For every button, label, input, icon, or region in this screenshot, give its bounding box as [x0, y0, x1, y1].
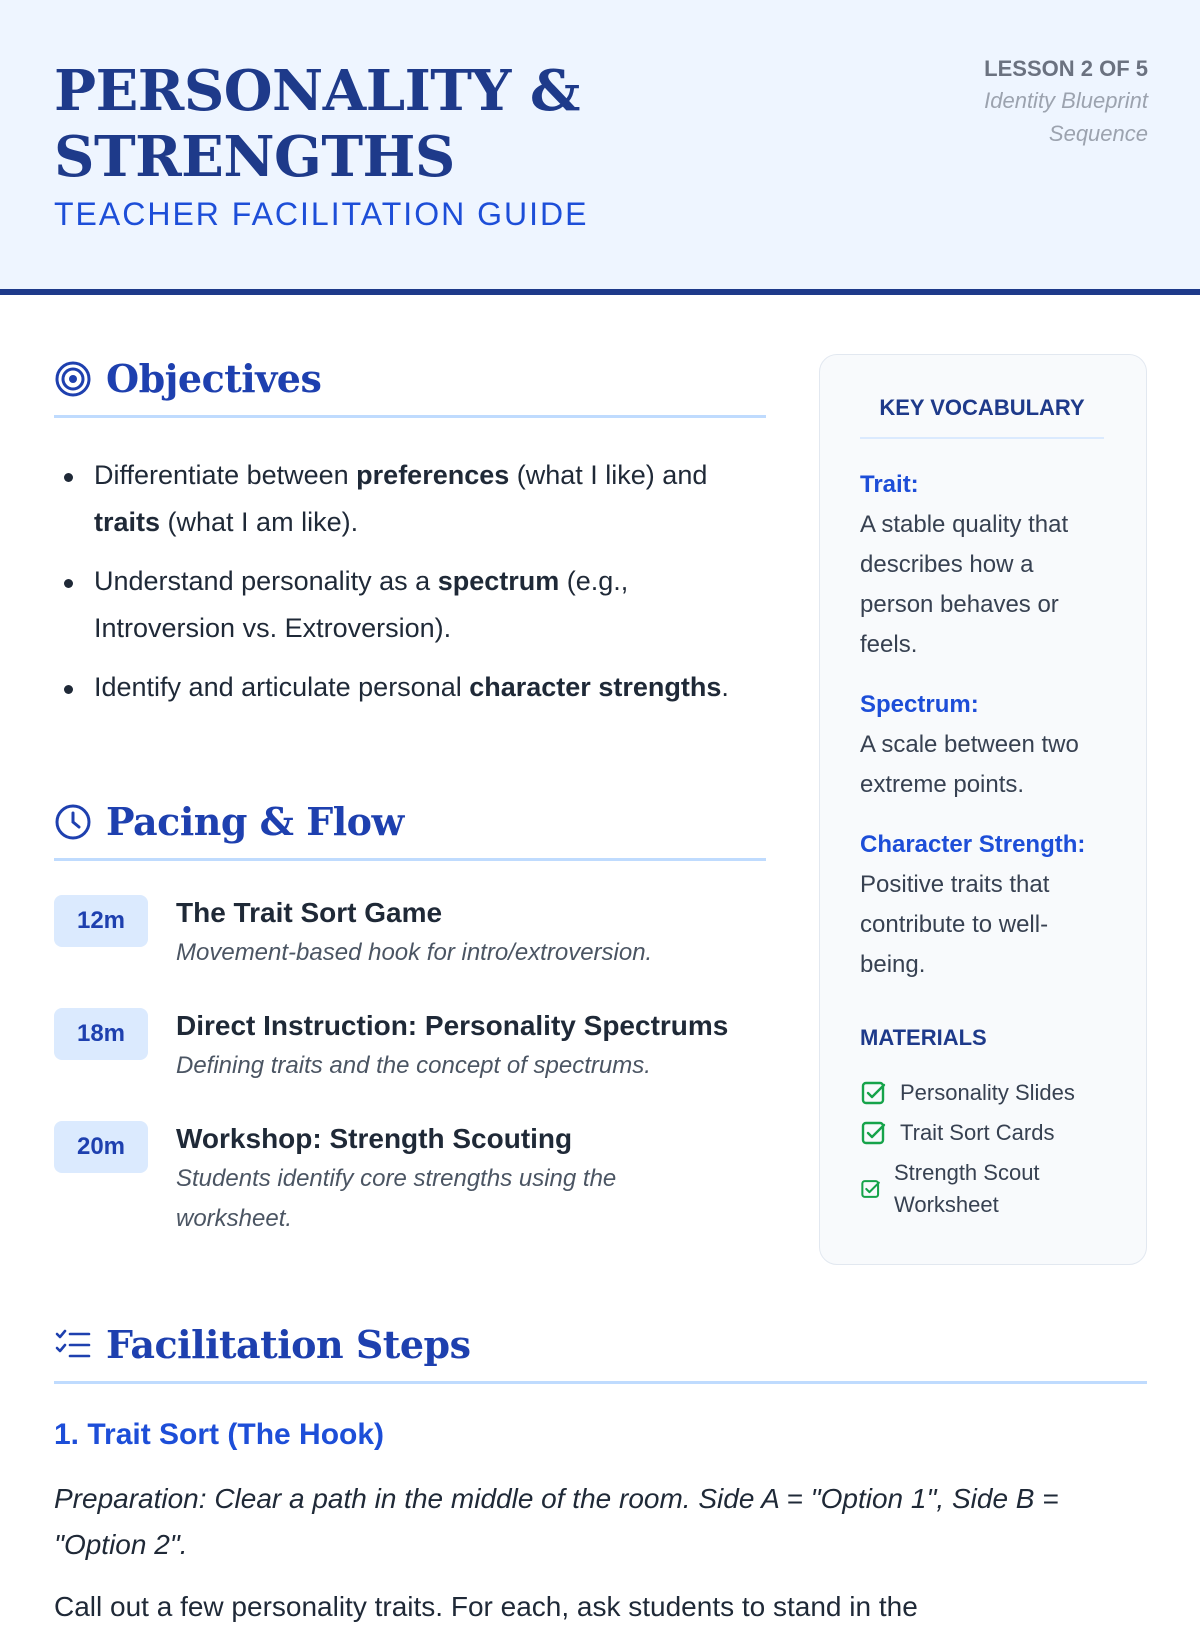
- vocab-term-name: Spectrum:: [860, 691, 979, 718]
- sequence-line-1: Identity Blueprint: [984, 88, 1148, 113]
- pacing-item: [54, 893, 764, 973]
- material-label: Personality Slides: [900, 1080, 1075, 1105]
- vocabulary-heading: KEY VOCABULARY: [860, 395, 1104, 439]
- objective-text: Identify and articulate personal: [94, 672, 470, 702]
- pacing-title: Pacing & Flow: [106, 799, 404, 844]
- time-badge: 18m: [54, 1008, 148, 1060]
- vocab-term: [860, 465, 1110, 665]
- objective-text: .: [721, 672, 729, 702]
- material-item: [860, 1117, 1110, 1149]
- objectives-list: [54, 452, 754, 723]
- page-header: [0, 0, 1200, 295]
- objective-keyword: traits: [94, 507, 161, 537]
- pacing-item-desc: Defining traits and the concept of spectrums.: [176, 1052, 651, 1079]
- pacing-item-desc: Movement-based hook for intro/extroversion.: [176, 939, 653, 966]
- material-label: Strength Scout Worksheet: [894, 1160, 1040, 1217]
- facilitation-title: Facilitation Steps: [106, 1322, 471, 1367]
- vocab-term: [860, 825, 1110, 985]
- step-preparation: Preparation: Clear a path in the middle of the room. Side A = "Option 1", Side B = "Option 2".: [54, 1483, 1059, 1560]
- checkbox-checked-icon: [860, 1178, 882, 1200]
- target-icon: [54, 360, 92, 398]
- objectives-title: Objectives: [106, 356, 322, 401]
- pacing-item-title: Direct Instruction: Personality Spectrums: [176, 1010, 729, 1041]
- lesson-meta: [888, 54, 1148, 150]
- list-item: [54, 664, 754, 711]
- vocabulary-sidebar: [819, 354, 1147, 1265]
- time-badge: 12m: [54, 895, 148, 947]
- pacing-item-title: The Trait Sort Game: [176, 897, 443, 928]
- material-item: [860, 1077, 1110, 1109]
- page-subtitle: TEACHER FACILITATION GUIDE: [54, 196, 589, 232]
- objective-text: (what I am like).: [160, 507, 359, 537]
- vocab-term-definition: Positive traits that contribute to well-being.: [860, 871, 1050, 978]
- checklist-icon: [54, 1326, 92, 1364]
- pacing-item: [54, 1119, 764, 1239]
- vocab-term-definition: A stable quality that describes how a person behaves or feels.: [860, 511, 1069, 658]
- vocab-term-name: Trait:: [860, 471, 919, 498]
- list-item: [54, 558, 754, 652]
- objective-keyword: preferences: [356, 460, 510, 490]
- material-item: [860, 1157, 1070, 1221]
- title-line-1: PERSONALITY &: [54, 58, 580, 124]
- material-label: Trait Sort Cards: [900, 1120, 1055, 1145]
- step-title: 1. Trait Sort (The Hook): [54, 1418, 385, 1451]
- checkbox-checked-icon: [860, 1079, 888, 1107]
- vocab-term: [860, 685, 1110, 805]
- objective-text: (e.g., Introversion vs. Extroversion).: [94, 566, 629, 643]
- page-title: [54, 58, 754, 190]
- objectives-heading: [54, 356, 766, 418]
- list-item: [54, 452, 754, 546]
- materials-heading: MATERIALS: [860, 1025, 987, 1050]
- objective-text: Differentiate between: [94, 460, 357, 490]
- sequence-line-2: Sequence: [1048, 121, 1148, 146]
- title-line-2: STRENGTHS: [54, 124, 455, 190]
- vocab-term-name: Character Strength:: [860, 831, 1086, 858]
- pacing-heading: [54, 799, 766, 861]
- objective-text: (what I like) and: [509, 460, 708, 490]
- pacing-item-desc: Students identify core strengths using the worksheet.: [176, 1165, 617, 1232]
- checkbox-checked-icon: [860, 1119, 888, 1147]
- vocab-term-definition: A scale between two extreme points.: [860, 731, 1079, 798]
- clock-icon: [54, 803, 92, 841]
- pacing-item: [54, 1006, 764, 1086]
- step-body-text: Call out a few personality traits. For each, ask students to stand in the: [54, 1591, 918, 1622]
- objective-text: Understand personality as a: [94, 566, 438, 596]
- lesson-number: LESSON 2 OF 5: [984, 56, 1148, 81]
- facilitation-heading: [54, 1322, 1147, 1384]
- time-badge: 20m: [54, 1121, 148, 1173]
- pacing-item-title: Workshop: Strength Scouting: [176, 1123, 573, 1154]
- objective-keyword: character strengths: [469, 672, 722, 702]
- objective-keyword: spectrum: [437, 566, 560, 596]
